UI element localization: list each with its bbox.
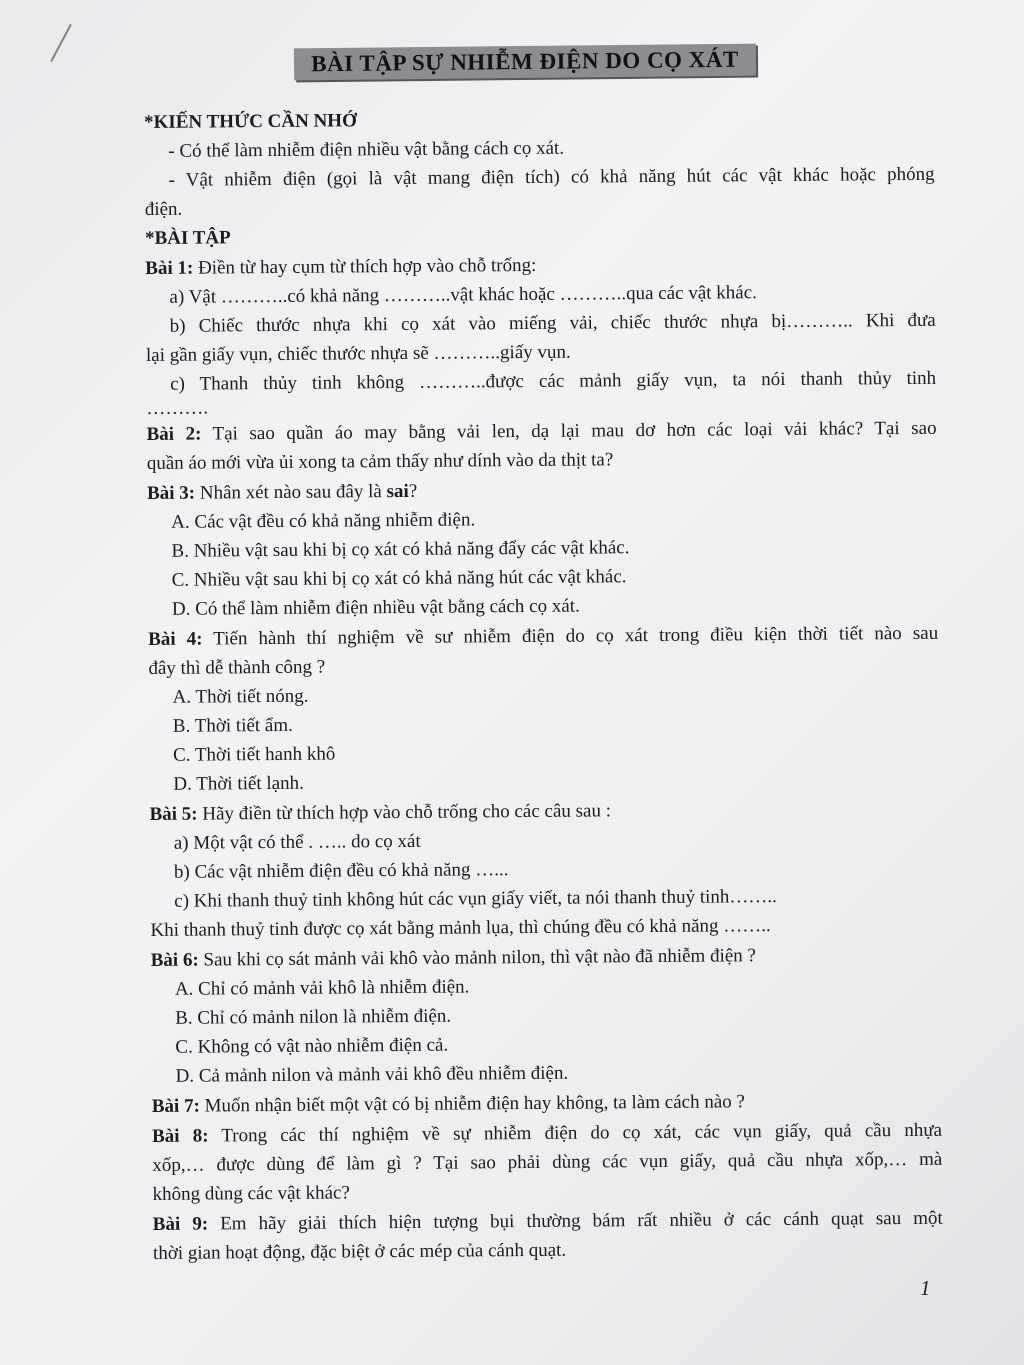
exercise-5-c: c) Khi thanh thuỷ tinh không hút các vụn giấy viết, ta nói thanh thuỷ tinh…….. — [174, 886, 777, 912]
exercise-1-label: Bài 1: — [145, 257, 194, 279]
exercise-5-label: Bài 5: — [149, 803, 198, 825]
exercise-3-option-d: D. Có thể làm nhiễm điện nhiều vật bằng cách cọ xát. — [171, 595, 580, 620]
exercise-6-option-b: B. Chỉ có mảnh nilon là nhiễm điện. — [175, 1005, 452, 1029]
worksheet-body — [144, 102, 943, 1268]
exercise-8-text: Trong các thí nghiệm về sự nhiễm điện do cọ xát, các vụn giấy, quả cầu nhựa — [208, 1119, 943, 1147]
page-title: BÀI TẬP SỰ NHIỄM ĐIỆN DO CỌ XÁT — [294, 44, 756, 81]
exercise-3-option-a: A. Các vật đều có khả năng nhiễm điện. — [171, 509, 476, 533]
exercise-4-option-c: C. Thời tiết hanh khô — [173, 743, 336, 766]
exercise-1-b: b) Chiếc thước nhựa khi cọ xát vào miếng vải, chiếc thước nhựa bị……….. Khi đưa — [169, 309, 936, 337]
exercise-9-cont: thời gian hoạt động, đặc biệt ở các mép của cánh quạt. — [152, 1239, 567, 1264]
exercise-2 — [146, 414, 936, 449]
page-number: 1 — [920, 1276, 931, 1300]
exercise-9 — [153, 1204, 943, 1239]
exercise-4-option-b: B. Thời tiết ẩm. — [172, 714, 293, 737]
exercise-2-text: Tại sao quần áo may bằng vải len, dạ lại mau dơ hơn các loại vải khác? Tại sao — [201, 417, 937, 445]
exercise-8-cont-1: xốp,… được dùng để làm gì ? Tại sao phải dùng các vụn giấy, quả cầu nhựa xốp,… mà — [152, 1148, 943, 1176]
knowledge-point-2-cont: điện. — [144, 198, 183, 220]
exercise-5-a: a) Một vật có thể . ….. do cọ xát — [173, 830, 421, 854]
exercise-3-option-c: C. Nhiều vật sau khi bị cọ xát có khả năng hút các vật khác. — [171, 566, 627, 591]
exercise-1-b-cont: lại gần giấy vụn, chiếc thước nhựa sẽ ………..giấy vụn. — [145, 341, 571, 366]
exercise-9-label: Bài 9: — [152, 1213, 209, 1235]
knowledge-heading: *KIẾN THỨC CẦN NHỚ — [144, 110, 357, 133]
exercise-3-label: Bài 3: — [146, 482, 196, 504]
exercise-4-cont: đây thì dễ thành công ? — [148, 656, 326, 679]
exercise-1-a: a) Vật ………..có khả năng ………..vật khác hoặc ………..qua các vật khác. — [169, 282, 757, 308]
exercise-4-text: Tiến hành thí nghiệm về sư nhiễm điện do cọ xát trong điều kiện thời tiết nào sau — [202, 622, 939, 650]
exercise-5-text: Hãy điền từ thích hợp vào chỗ trống cho các câu sau : — [197, 800, 612, 825]
exercise-5-d: Khi thanh thuỷ tinh được cọ xát bằng mảnh lụa, thì chúng đều có khả năng …….. — [150, 915, 771, 941]
exercise-4-option-d: D. Thời tiết lạnh. — [173, 772, 304, 795]
exercise-6-text: Sau khi cọ sát mảnh vải khô vào mảnh nilon, thì vật nào đã nhiễm điện ? — [198, 945, 757, 971]
exercise-9-text: Em hãy giải thích hiện tượng bụi thường bám rất nhiều ở các cánh quạt sau một — [208, 1207, 943, 1235]
pen-mark — [50, 24, 71, 62]
exercise-4-option-a: A. Thời tiết nóng. — [172, 685, 309, 708]
exercise-1-c-cont: ………. — [146, 397, 209, 419]
exercise-7-text: Muốn nhận biết một vật có bị nhiễm điện hay không, ta làm cách nào ? — [199, 1091, 746, 1117]
exercise-3-text: Nhân xét nào sau đây là — [194, 481, 387, 504]
exercise-8-cont-2: không dùng các vật khác? — [152, 1182, 350, 1205]
exercise-6-option-d: D. Cả mảnh nilon và mảnh vải khô đều nhiễm điện. — [175, 1062, 569, 1087]
exercise-3-end: ? — [408, 480, 418, 502]
exercise-6-label: Bài 6: — [150, 949, 199, 971]
knowledge-point-2: - Vật nhiễm điện (gọi là vật mang điện tích) có khả năng hút các vật khác hoặc phóng — [168, 163, 935, 191]
exercise-6-option-a: A. Chỉ có mảnh vải khô là nhiễm điện. — [174, 976, 470, 1000]
exercise-5-b: b) Các vật nhiễm điện đều có khả năng …... — [173, 859, 509, 883]
exercise-1-text: Điền từ hay cụm từ thích hợp vào chỗ trống: — [193, 254, 537, 279]
exercise-2-label: Bài 2: — [146, 423, 202, 445]
exercise-4-label: Bài 4: — [148, 628, 203, 650]
exercise-1-c: c) Thanh thủy tinh không ………..được các mảnh giấy vụn, ta nói thanh thủy tinh — [170, 367, 937, 395]
exercise-3-option-b: B. Nhiều vật sau khi bị cọ xát có khả năng đẩy các vật khác. — [171, 537, 630, 562]
exercise-8-label: Bài 8: — [151, 1125, 209, 1147]
exercises-heading: *BÀI TẬP — [144, 227, 231, 249]
exercise-4 — [148, 619, 938, 654]
exercise-6-option-c: C. Không có vật nào nhiễm điện cả. — [175, 1034, 449, 1058]
exercise-3-emphasis: sai — [386, 480, 409, 503]
exercise-2-cont: quần áo mới vừa ủi xong ta cảm thấy như dính vào da thịt ta? — [146, 449, 614, 474]
knowledge-point-1: - Có thể làm nhiễm điện nhiều vật bằng cách cọ xát. — [168, 137, 565, 162]
exercise-7-label: Bài 7: — [151, 1095, 200, 1117]
